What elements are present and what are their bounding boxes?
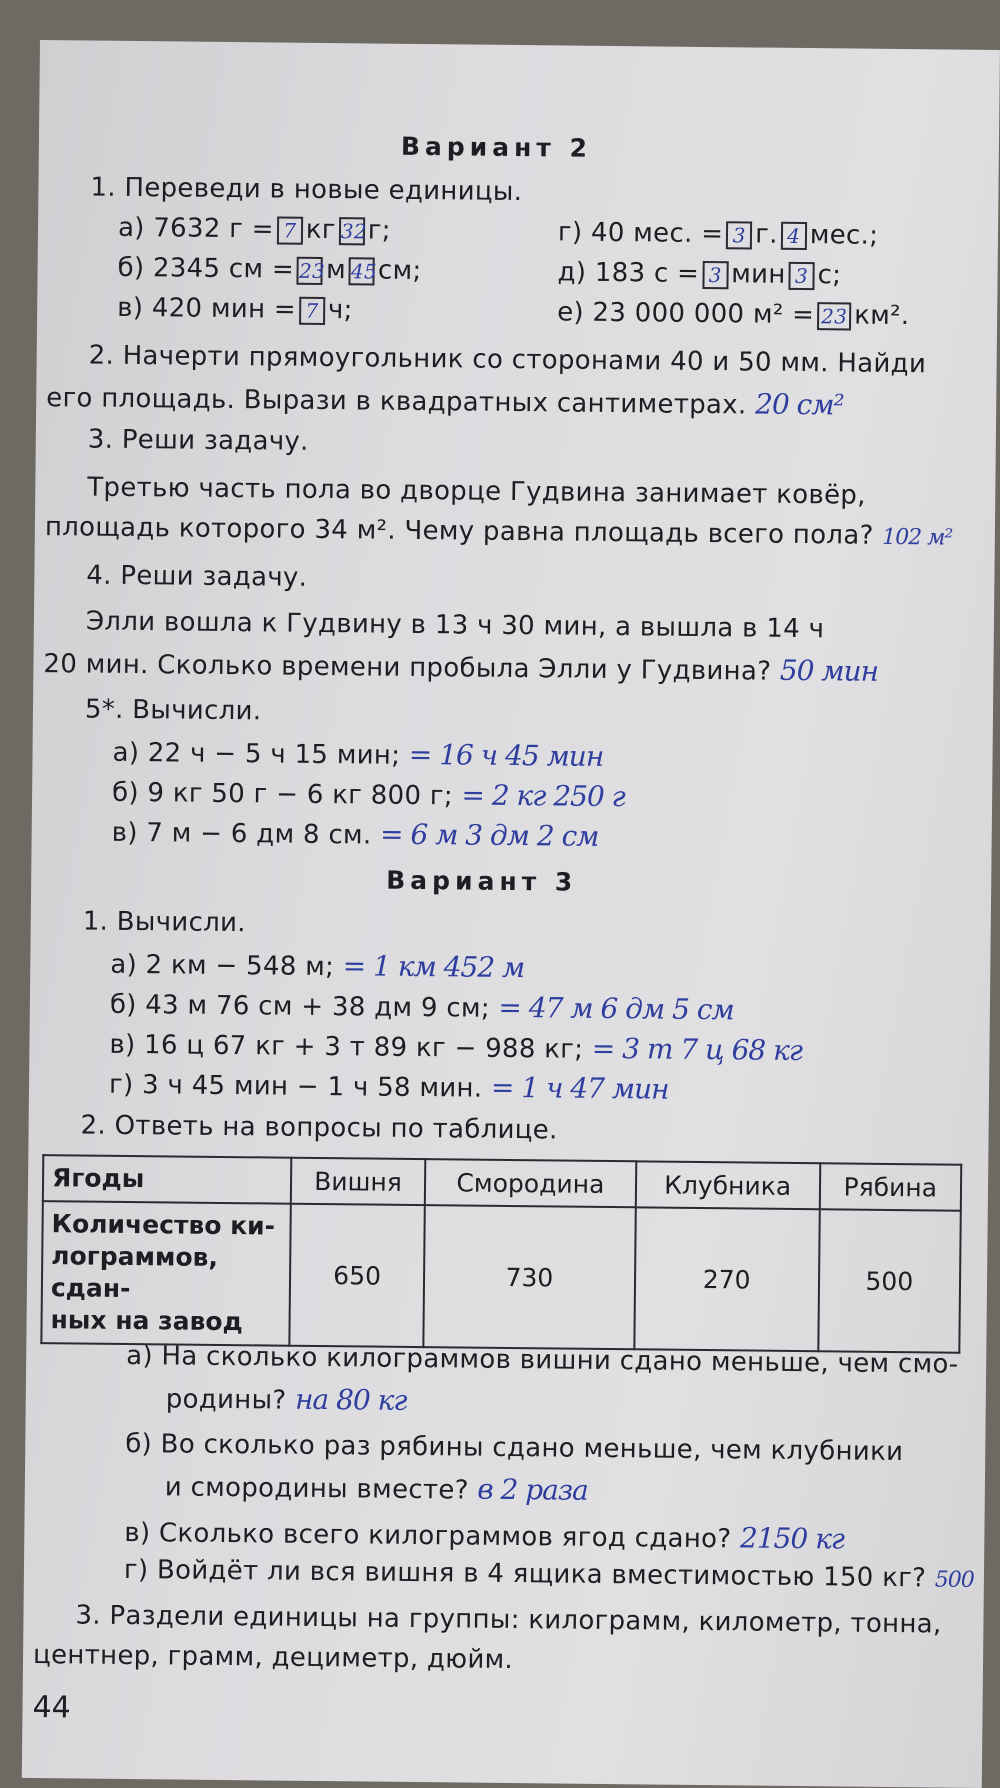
handwritten-answer: 50 мин <box>779 653 879 688</box>
table-cell: 730 <box>423 1205 635 1349</box>
v2-task1-d: д) 183 с = 3 мин 3 с; <box>557 257 842 291</box>
v2-task1-b: б) 2345 см = 23м 45см; <box>117 252 422 287</box>
v2-task3-line2: площадь которого 34 м². Чему равна площадь всего пола? 102 м² <box>44 512 953 551</box>
handwritten-answer: = 1 км 452 м <box>342 949 525 985</box>
v3-task1-a: а) 2 км − 548 м; = 1 км 452 м <box>110 949 525 985</box>
v3-task1-g: г) 3 ч 45 мин − 1 ч 58 мин. = 1 ч 47 мин <box>108 1069 669 1106</box>
answer-box: 7 <box>277 216 303 244</box>
answer-box: 23 <box>817 302 851 330</box>
handwritten-answer: 20 см² <box>754 387 844 422</box>
v2-task1-a: а) 7632 г = 7 кг 32г; <box>117 212 391 246</box>
v3-task1-b: б) 43 м 76 см + 38 дм 9 см; = 47 м 6 дм 5 см <box>109 989 734 1027</box>
v2-task3-title: 3. Реши задачу. <box>87 424 309 457</box>
row-header: Количество ки- лограммов, сдан- ных на завод <box>41 1201 290 1346</box>
handwritten-answer: в 2 раза <box>477 1472 589 1507</box>
column-header: Клубника <box>635 1161 819 1209</box>
table-corner-header: Ягоды <box>43 1155 291 1204</box>
handwritten-answer: = 2 кг 250 г <box>461 778 625 814</box>
answer-box: 3 <box>726 221 752 249</box>
answer-box: 4 <box>781 221 807 249</box>
v3-question-a-line2: родины? на 80 кг <box>165 1382 407 1417</box>
v2-task1-v: в) 420 мин = 7 ч; <box>117 292 353 326</box>
answer-box: 3 <box>702 260 728 288</box>
handwritten-answer: 500 <box>934 1567 974 1593</box>
v2-task3-line1: Третью часть пола во дворце Гудвина занимает ковёр, <box>87 472 866 511</box>
variant-3-title: Вариант 3 <box>386 865 578 897</box>
berries-table <box>40 1154 962 1354</box>
handwritten-answer: = 1 ч 47 мин <box>490 1070 669 1106</box>
v3-question-b-line2: и смородины вместе? в 2 раза <box>164 1472 589 1507</box>
answer-box: 3 <box>788 261 814 289</box>
v3-question-b-line1: б) Во сколько раз рябины сдано меньше, чем клубники <box>125 1428 904 1468</box>
answer-box: 32 <box>339 217 365 245</box>
v2-task5-v: в) 7 м − 6 дм 8 см. = 6 м 3 дм 2 см <box>111 817 599 853</box>
v2-task2-line1: 2. Начерти прямоугольник со сторонами 40 и 50 мм. Найди <box>88 340 927 380</box>
v3-task3-line1: 3. Раздели единицы на группы: килограмм, километр, тонна, <box>75 1600 942 1640</box>
v3-question-v: в) Сколько всего килограммов ягод сдано? 2150 кг <box>124 1517 845 1556</box>
v3-question-g: г) Войдёт ли вся вишня в 4 ящика вместимостью 150 кг? 500 <box>123 1554 974 1594</box>
v2-task5-b: б) 9 кг 50 г − 6 кг 800 г; = 2 кг 250 г <box>111 777 625 814</box>
v2-task4-title: 4. Реши задачу. <box>86 560 308 593</box>
handwritten-answer: = 47 м 6 дм 5 см <box>498 990 734 1027</box>
handwritten-answer: 102 м² <box>882 524 953 551</box>
workbook-page <box>22 40 1000 1788</box>
answer-box: 23 <box>297 256 323 284</box>
v2-task2-line2: его площадь. Вырази в квадратных сантиметрах. 20 см² <box>46 383 844 422</box>
column-header: Вишня <box>291 1158 426 1205</box>
v3-question-a-line1: а) На сколько килограммов вишни сдано меньше, чем смо- <box>126 1340 959 1380</box>
table-cell: 650 <box>289 1204 425 1347</box>
table-row <box>41 1201 960 1353</box>
column-header: Смородина <box>425 1159 636 1207</box>
answer-box: 7 <box>299 296 325 324</box>
v2-task1-e: е) 23 000 000 м² = 23 км². <box>557 297 910 332</box>
page-number: 44 <box>32 1690 71 1726</box>
v3-task3-line2: центнер, грамм, дециметр, дюйм. <box>32 1640 514 1676</box>
answer-box: 45 <box>349 257 375 285</box>
table-cell: 270 <box>634 1207 819 1351</box>
handwritten-answer: = 6 м 3 дм 2 см <box>379 817 599 853</box>
v2-task5-a: а) 22 ч − 5 ч 15 мин; = 16 ч 45 мин <box>112 737 604 773</box>
variant-2-title: Вариант 2 <box>400 131 593 163</box>
v2-task1-title: 1. Переведи в новые единицы. <box>90 172 523 208</box>
v2-task4-line1: Элли вошла к Гудвину в 13 ч 30 мин, а вышла в 14 ч <box>85 606 825 645</box>
v2-task4-line2: 20 мин. Сколько времени пробыла Элли у Гудвина? 50 мин <box>43 649 879 688</box>
handwritten-answer: = 16 ч 45 мин <box>408 737 604 773</box>
v2-task1-g: г) 40 мес. = 3 г. 4 мес.; <box>557 217 879 251</box>
handwritten-answer: = 3 т 7 ц 68 кг <box>591 1031 803 1068</box>
v3-task1-v: в) 16 ц 67 кг + 3 т 89 кг − 988 кг; = 3 т 7 ц 68 кг <box>109 1029 803 1068</box>
handwritten-answer: 2150 кг <box>739 1521 845 1556</box>
handwritten-answer: на 80 кг <box>294 1382 407 1417</box>
column-header: Рябина <box>819 1163 961 1210</box>
v2-task5-title: 5*. Вычисли. <box>84 694 262 727</box>
v3-task1-title: 1. Вычисли. <box>82 906 246 939</box>
table-cell: 500 <box>818 1209 961 1352</box>
v3-task2-title: 2. Ответь на вопросы по таблице. <box>80 1110 558 1146</box>
